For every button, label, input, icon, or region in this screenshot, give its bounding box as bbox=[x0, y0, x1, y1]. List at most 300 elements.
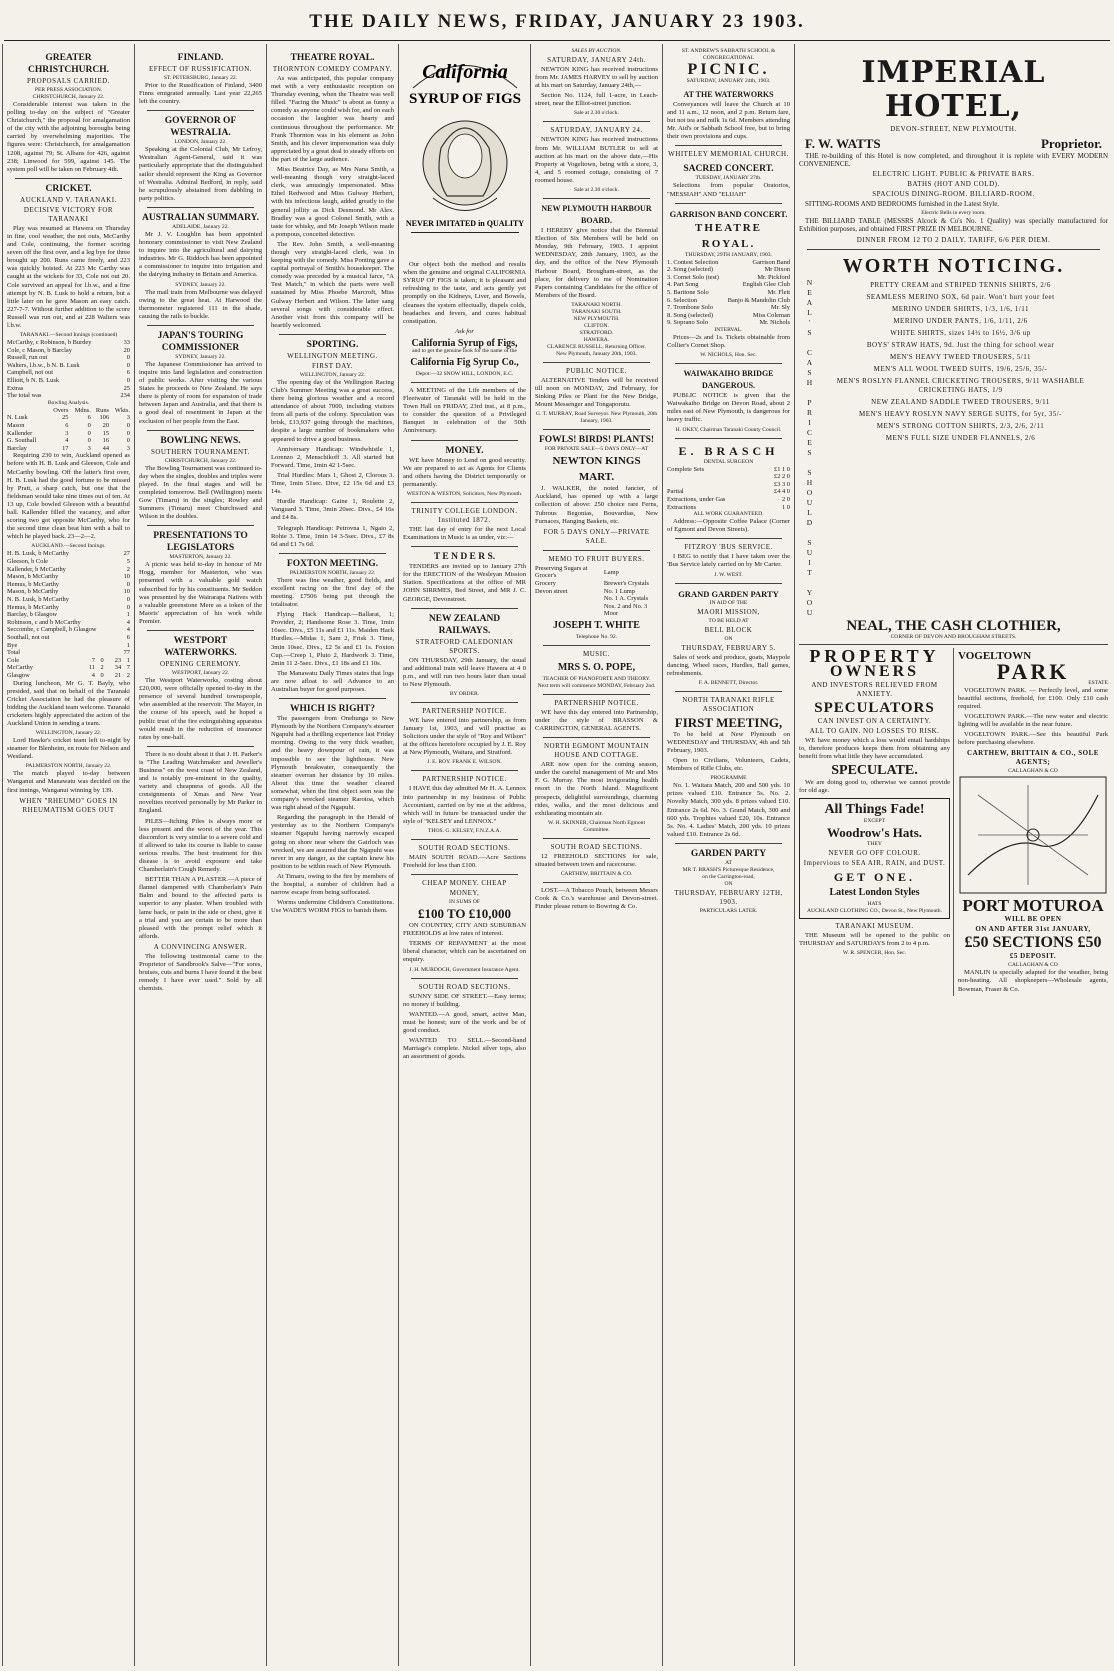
headline-fowls: FOWLS! BIRDS! PLANTS! bbox=[538, 435, 655, 446]
dateline: WELLINGTON, January 22. bbox=[35, 730, 102, 737]
notice-text: PARTICULARS LATER. bbox=[699, 907, 758, 914]
divider bbox=[675, 583, 782, 584]
notice-signature: BY ORDER. bbox=[449, 690, 480, 697]
headline-presentations: PRESENTATIONS TO LEGISLATORS bbox=[153, 531, 248, 554]
article-text: Flying Hack Handicap.—Ballarat, 1; Provider, 2; Handsome Rose 3. Time, 1min 16sec. Divs., £5 11s and £1 11s. Maiden Hack Hurdles.—Midas 1, Sam 2, Frisk 3. Time, 3min 10sec. Divs., £2 5s and £1 1s. Foxton Cup.—Creep 1, Pluto 2, Hardwork 3. Time, 2min 11 2-5sec. Divs., £1 18s and £1 10s. bbox=[271, 611, 394, 667]
table-row: Campbell, not out 6 bbox=[7, 369, 130, 377]
divider bbox=[147, 525, 254, 526]
notice-heading: PARTNERSHIP NOTICE. bbox=[422, 706, 507, 715]
headline-foxton: FOXTON MEETING. bbox=[286, 558, 379, 569]
dateline: WESTPORT, January 22. bbox=[171, 670, 230, 677]
table-row: Hemus, b McCarthy 0 bbox=[7, 580, 130, 588]
table-row: G. Southall 4 0 16 0 bbox=[7, 437, 130, 445]
teacher-name: MRS S. O. POPE, bbox=[557, 661, 636, 673]
list-item: MEN'S HEAVY TWEED TROUSERS, 5/11 bbox=[889, 352, 1031, 361]
notice-text: LOST.—A Tobacco Pouch, between Messrs Cook & Co.'s warehouse and Devon-street. Finder please return to Bowring & Co. bbox=[535, 887, 658, 911]
notice-text: I HEREBY give notice that the Biennial Election of Six Members will be held on Monday, 9th February, 1903. I appoint WEDNESDAY, 28th January, 1903, as the day, and the office of the New Plymouth Harbour Board, Brougham-street, as the place, for delivery to me of Nomination Papers containing Candidates for the office of Members of the Board. bbox=[535, 227, 658, 299]
notice-heading: ST. ANDREW'S SABBATH SCHOOL & CONGREGATIONAL bbox=[681, 48, 776, 61]
headline-westport: WESTPORT WATERWORKS. bbox=[164, 636, 237, 659]
notice-text: ON THURSDAY, 29th January, the usual and additional train will leave Hawera at 4 0 p.m., and will run two hours later than usual to New Plymouth. bbox=[403, 656, 526, 688]
ad-text: and to get the genuine look for the name of the bbox=[412, 348, 517, 354]
divider bbox=[543, 694, 650, 695]
interval-label: INTERVAL. bbox=[714, 327, 743, 333]
advertisement-text: PILES—Itching Piles is always more or less present and the worst of the year. This discomfort is very similar to a severe cold and if allowed to take its course is liable to cause serious results. The best treatment for this disease is to avoid exposure and take Chamberlain's Cough Remedy. bbox=[139, 817, 262, 874]
bowling-table bbox=[7, 407, 130, 453]
notice-text: TENDERS are invited up to January 27th for the ERECTION of the Wesleyan Mission Station. Specifications at the office of MR JOHN SIRRMES, Bed Street, and MR J. C. GEORGE, Devonstreet. bbox=[403, 563, 526, 603]
owners-title: OWNERS bbox=[829, 662, 920, 680]
notice-text: on the Carrington-road, bbox=[702, 873, 755, 880]
divider bbox=[411, 839, 518, 840]
notice-signature: THOS. G. KELSEY, F.N.Z.A.A. bbox=[428, 827, 501, 834]
sections-price: £50 SECTIONS £50 bbox=[964, 934, 1102, 952]
list-item: NEW ZEALAND SADDLE TWEED TROUSERS, 9/11 bbox=[871, 397, 1050, 406]
notice-signature: W. H. SKINNER, Chairman North Egmont Committee. bbox=[547, 819, 646, 833]
table-row-total: Total 77 bbox=[7, 649, 130, 657]
ad-company-name: California Fig Syrup Co., bbox=[410, 357, 519, 368]
neal-name: NEAL, THE CASH CLOTHIER, bbox=[846, 617, 1061, 634]
ad-text: Ask for bbox=[455, 327, 474, 335]
table-row: 9. Soprano Solo Mr. Nichols bbox=[667, 319, 790, 327]
divider bbox=[543, 882, 650, 883]
hotel-text: Electric Bells in every room. bbox=[921, 210, 986, 217]
table-row: Barclay 17 3 44 3 bbox=[7, 444, 130, 452]
dateline: PALMERSTON NORTH, January 22. bbox=[25, 763, 112, 770]
notice-heading: FITZROY 'BUS SERVICE. bbox=[684, 543, 773, 552]
notice-heading: MONEY, bbox=[449, 889, 480, 898]
notice-text: Sale at 2.30 o'clock. bbox=[574, 187, 619, 194]
subhead: DECISIVE VICTORY FOR TARANAKI bbox=[23, 205, 114, 223]
notice-text: ALTERNATIVE Tenders will be received till noon on MONDAY, 2nd February, for Sinking Piles or Plant for the New Bridge, Mount Messenger and Tongaporutu. bbox=[535, 376, 658, 409]
divider bbox=[411, 874, 518, 875]
subhead: EFFECT OF RUSSIFICATION. bbox=[148, 65, 253, 73]
rheumo-ad: WHEN "RHEUMO" GOES IN RHEUMATISM GOES OUT bbox=[19, 796, 118, 814]
price-items bbox=[813, 278, 1108, 618]
notice-signature: H. OKEY, Chairman Taranaki County Council. bbox=[675, 426, 782, 433]
notice-heading: FOR 5 DAYS ONLY—PRIVATE SALE. bbox=[543, 527, 650, 545]
ad-brand: Woodrow's Hats. bbox=[826, 825, 923, 841]
divider bbox=[543, 550, 650, 551]
table-row: Mason, b McCarthy 10 bbox=[7, 573, 130, 581]
notice-text: Open to Civilians, Volunteers, Cadets, Members of Rifle Clubs, etc. bbox=[667, 757, 790, 773]
list-item: MERINO UNDER SHIRTS, 1/3, 1/6, 1/11 bbox=[892, 304, 1029, 313]
list-item: PRETTY CREAM and STRIPED TENNIS SHIRTS, 2/6 bbox=[870, 280, 1051, 289]
notice-signature: G. T. MURRAY, Road Surveyor. New Plymouth, 20th January, 1903. bbox=[535, 411, 658, 425]
notice-text: AT bbox=[725, 859, 732, 866]
divider bbox=[411, 382, 518, 383]
table-row: Robinson, c and b McCarthy 4 bbox=[7, 618, 130, 626]
picnic-date: SATURDAY, JANUARY 24th, 1903. bbox=[686, 78, 771, 84]
concert-date: TUESDAY, JANUARY 27th. bbox=[695, 175, 762, 182]
column-4 bbox=[398, 44, 530, 1666]
headline-westralia: GOVERNOR OF WESTRALIA. bbox=[164, 116, 237, 139]
notice-heading: MEMO TO FRUIT BUYERS. bbox=[548, 554, 645, 563]
notice-signature: J. W. WEST. bbox=[714, 571, 743, 578]
notice-signature: WESTON & WESTON, Solicitors, New Plymouth. bbox=[406, 490, 523, 497]
divider bbox=[675, 438, 782, 439]
notice-text: MAIN SOUTH ROAD.—Acre Sections Freehold for less than £100. bbox=[403, 853, 526, 869]
headline-which-is-right: WHICH IS RIGHT? bbox=[290, 704, 375, 715]
notice-subheading: TARANAKI SOUTH. bbox=[571, 308, 622, 315]
article-text: Speaking at the Colonial Club, Mr Lefroy, Westralian Agent-General, said it was particularly appropriate that the distinguished sailor should represent the King as Governor of Westralia. Admiral Bedford, in reply, said he scrupulously abstained from dabbling in party politics. bbox=[139, 146, 262, 202]
divider bbox=[147, 325, 254, 326]
ad-text: AND INVESTORS RELIEVED FROM ANXIETY. bbox=[811, 680, 938, 698]
dateline: LONDON, January 22. bbox=[174, 139, 227, 146]
dateline: WELLINGTON, January 22. bbox=[299, 371, 366, 378]
headline-first-meeting: FIRST MEETING, bbox=[674, 714, 783, 730]
notice-text: WANTED.—A good, smart, active Man, must be honest; sure of the work and be of good conduct. bbox=[403, 1010, 526, 1034]
article-text: A picnic was held to-day in honour of Mr Hogg, member for Masterton, who was presented with a valuable gold watch subscribed for by his constituents. Mr Seddon was presented by the Wairarapa Natives with a valuable greenstone Mere as a token of the Maoris' appreciation of his work while Premier. bbox=[139, 561, 262, 625]
table-row: Glasgow 4 0 21 2 bbox=[7, 671, 130, 679]
headline-garden-party-2: GARDEN PARTY bbox=[690, 848, 767, 859]
notice-text: WE have entered into partnership, as from January 1st, 1903, and will practise as Solicitors under the style of "Roy and Wilson" at the offices heretofore occupied by J. E. Roy at New Plymouth, Waitara, and Stratford. bbox=[403, 716, 526, 757]
article-text: The Japanese Commissioner has arrived to inquire into land legislation and construction of public works. After visiting the various States he proceeds to New Zealand. He says there is plenty of room for expansion of trade between Japan and Australia, and that there is a good deal of resentment in Japan at the exclusion of her people from the East. bbox=[139, 360, 262, 425]
notice-text: MR T. BRASH'S Picturesque Residence, bbox=[682, 866, 775, 873]
article-text: At Timaru, owing to the fire by members of the hospital, a number of children had a narrow escape from being suffocated. bbox=[271, 872, 394, 897]
subhead: STRATFORD CALEDONIAN SPORTS. bbox=[415, 637, 514, 655]
notice-signature: J. E. ROY. FRANK E. WILSON. bbox=[427, 759, 502, 766]
notice-subheading: NEW PLYMOUTH. bbox=[573, 315, 620, 322]
divider bbox=[675, 691, 782, 692]
notice-text: TEACHER OF PIANOFORTE AND THEORY. bbox=[542, 675, 651, 682]
article-text: Anniversary Handicap: Windwhistle 1, Lorenzo 2, Menschikoff 3. All started but Forward. Time, 1min 42 1-5sec. bbox=[271, 445, 394, 469]
article-text: Considerable interest was taken in the polling to-day on the subject of "Greater Christchurch," the proposal for amalgamation of the city with the adjoining boroughs being carried by overwhelming majorities. The figures were: Christchurch, for amalgamation 1208, against 79; St. Albans for 426, against 238; Linwood for 599, against 145. The system poll will be taken on February 4th. bbox=[7, 101, 130, 173]
face-icon bbox=[448, 134, 482, 178]
headline-garden-party: GRAND GARDEN PARTY bbox=[678, 588, 779, 599]
memo-table bbox=[535, 565, 658, 618]
notice-text: Sales of work and produce, goats, Maypole dancing, Wheel races, Hurdles, Ball games, refreshments. bbox=[667, 653, 790, 677]
notice-text: WE have this day entered into Partnership, under the style of BRASSON & CARRINGTON, GENERAL AGENTS. bbox=[535, 708, 658, 733]
headline-australian-summary: AUSTRALIAN SUMMARY. bbox=[141, 212, 260, 223]
notice-subheading: STRATFORD. bbox=[579, 329, 614, 336]
newton-kings-mart: NEWTON KINGS MART. bbox=[552, 455, 641, 484]
moturoa-map bbox=[958, 775, 1108, 895]
ad-text: VOGELTOWN PARK.—See this beautiful Park before purchasing elsewhere. bbox=[958, 731, 1108, 747]
notice-heading: MAORI MISSION, bbox=[697, 607, 760, 616]
column-3 bbox=[266, 44, 398, 1666]
advertisement-text: There is no doubt about it that J. H. Parker's is "The Leading Watchmaker and Jeweller's Business" on the west coast of New Zealand, and is notably pre-eminent in the quality, variety and cheapness of goods. All the consignments of Xmas and New Year novelties received personally by Mr Parker in England. bbox=[139, 750, 262, 815]
ad-text: EXCEPT bbox=[863, 818, 886, 825]
lower-ads bbox=[799, 645, 1108, 996]
subhead: THORNTON COMEDY COMPANY. bbox=[272, 65, 393, 73]
ad-text: VOGELTOWN PARK.—The new water and electric lighting will be available in the near future. bbox=[958, 712, 1108, 728]
merchant-name: JOSEPH T. WHITE bbox=[553, 619, 640, 631]
notice-heading: PUBLIC NOTICE. bbox=[565, 366, 628, 375]
agents-label: CALLAGHAN & CO bbox=[1008, 768, 1058, 775]
list-item: MEN'S ALL WOOL TWEED SUITS, 19/6, 25/6, 35/- bbox=[873, 364, 1048, 373]
woodrows-hats-ad bbox=[799, 798, 950, 919]
divider bbox=[543, 737, 650, 738]
divider bbox=[675, 363, 782, 364]
bowling-title: Bowling Analysis. bbox=[47, 399, 90, 406]
concert-date: THURSDAY, 29TH JANUARY, 1903. bbox=[685, 251, 772, 258]
divider bbox=[411, 608, 518, 609]
divider bbox=[675, 538, 782, 539]
notice-text: THE last day of entry for the next Local Examinations in Music is as under, viz:— bbox=[403, 525, 526, 542]
article-text: The Rev. John Smith, a well-meaning though very straight-laced clerk, was in keeping with the comedy. Miss Ponting gave a capital portrayal of Smith's housekeeper. The comedy was preceded by a musical farce, "A Test Match," in which the parts were well sustained by Miss Phoebe Marcroft, Miss Gulway Herbert and Wilson. The latter sang several songs with considerable effect. Another visit from this company will be heartily welcomed. bbox=[271, 240, 395, 329]
divider bbox=[411, 978, 518, 979]
bowling-table bbox=[7, 657, 130, 680]
headline-sacred-concert: SACRED CONCERT. bbox=[683, 164, 774, 175]
table-row: Kallender, b McCarthy 2 bbox=[7, 565, 130, 573]
divider bbox=[675, 843, 782, 844]
column-6 bbox=[662, 44, 794, 1666]
syrup-bottom-text: NEVER IMITATED in QUALITY bbox=[405, 219, 525, 228]
table-row: 3. Cornet Solo (test) Mr. Pickford bbox=[667, 273, 790, 281]
notice-text: Selections from popular Oratorios, "MESSIAH" AND "ELIJAH" bbox=[667, 182, 790, 198]
table-row: Devon street No. 1 Lump bbox=[535, 587, 635, 595]
headline-harbour-board: NEW PLYMOUTH HARBOUR BOARD. bbox=[541, 204, 652, 226]
hotel-text: THE re-building of this Hotel is now completed, and throughout it is replete with EVERY MODERN CONVENIENCE. bbox=[799, 152, 1108, 169]
article-text: Prior to the Russification of Finland, 3400 Finns emigrated annually. Last year 22,265 left the country. bbox=[139, 82, 262, 106]
ad-text: WE have money which a loss would entail hardships to, therefore produces keeps them from obtaining any benefit from what little they have accumulated. bbox=[799, 736, 950, 760]
divider bbox=[675, 145, 782, 146]
notice-heading: MUSIC. bbox=[583, 649, 610, 658]
divider bbox=[147, 746, 254, 747]
hotel-owner: F. W. WATTS bbox=[805, 136, 881, 151]
headline-garrison-band: GARRISON BAND CONCERT. bbox=[669, 208, 788, 219]
headline-cricket: CRICKET. bbox=[45, 183, 92, 194]
picnic-title: PICNIC. bbox=[687, 61, 770, 78]
list-item: MEN'S ROSLYN FLANNEL CRICKETING TROUSERS, 9/11 WASHABLE CRICKETING HATS, 1/9 bbox=[836, 376, 1085, 394]
ad-text: ON AND AFTER 31st JANUARY, bbox=[975, 925, 1091, 934]
ad-product-name: California Syrup of Figs, bbox=[411, 337, 518, 349]
notice-signature: J. H. MURDOCH, Government Insurance Agent. bbox=[409, 966, 520, 973]
notice-text: NEWTON KING has received instructions from Mr. JAMES HARVEY to sell by auction at his mart on Saturday, January 24th,— bbox=[535, 66, 658, 90]
notice-text: WANTED TO SELL.—Second-hand Marriage's complete. Nickel silver tops, also an assortment of goods. bbox=[403, 1037, 526, 1061]
divider bbox=[543, 645, 650, 646]
programme-table bbox=[667, 259, 790, 327]
hotel-amenities: ELECTRIC LIGHT. PUBLIC & PRIVATE BARS. bbox=[872, 170, 1035, 179]
table-row: 4. Part Song English Glee Club bbox=[667, 281, 790, 289]
syrup-of-figs-ad bbox=[403, 48, 526, 348]
divider bbox=[543, 121, 650, 122]
notice-heading: NORTH EGMONT MOUNTAIN HOUSE AND COTTAGE. bbox=[543, 742, 650, 760]
divider bbox=[279, 553, 386, 554]
dentist-name: E. BRASCH bbox=[678, 443, 779, 458]
ad-text: Impervious to SEA AIR, RAIN, and DUST. bbox=[803, 859, 946, 868]
article-text: The opening day of the Wellington Racing Club's Summer Meeting was a great success, there being glorious weather and a record attendance of about 7000, including visitors from all parts of the colony. Speculation was brisk, £13,937 going through the machines, despite a large number of bookmakers who appeared to drive a good business. bbox=[271, 378, 394, 443]
dateline: PALMERSTON NORTH, January 22. bbox=[289, 569, 376, 576]
hats-label: HATS bbox=[867, 901, 882, 908]
article-text: The passengers from Onehunga to New Plymouth by the Northern Company's steamer Ngapuhi had a thrilling experience last Friday morning. Owing to the very thick weather, and the heavy downpour of rain, it was impossible to see the lighthouse. New Plymouth breakwater, consequently the steamer overran her distance by 10 miles. About this time the weather cleared somewhat, when the first object seen was the company's wrecked steamer Rarotoa, which was right ahead of the Ngapuhi. bbox=[271, 715, 394, 812]
table-row: Russell, run out 0 bbox=[7, 354, 130, 362]
advertisement-text: BETTER THAN A PLASTER.—A piece of flannel dampened with Chamberlain's Pain Balm and bound to the affected parts is superior to any plaster. When troubled with lame back, or pain in the side or chest, give it a trial and you are certain to be more than pleased with the prompt relief which it affords. bbox=[139, 876, 262, 940]
divider bbox=[543, 429, 650, 430]
section-label: SALES BY AUCTION. bbox=[571, 48, 622, 54]
headline-tenders: T E N D E R S. bbox=[433, 552, 496, 563]
list-item: MEN'S FULL SIZE UNDER FLANNELS, 2/6 bbox=[885, 433, 1036, 442]
masthead-rule bbox=[4, 40, 1110, 41]
notice-heading: SOUTH ROAD SECTIONS. bbox=[550, 842, 643, 851]
neal-address: CORNER OF DEVON AND BROUGHAM STREETS. bbox=[890, 633, 1017, 640]
notice-text: ON bbox=[724, 880, 733, 887]
table-row: 7. Trombone Solo Mr. Sly bbox=[667, 304, 790, 312]
article-text: The match played to-day between Wanganui and Manawatu was decided on the first innings, Wanganui winning by 139. bbox=[7, 770, 130, 794]
notice-text: TO BE HELD AT bbox=[708, 617, 749, 624]
latest-styles: Latest London Styles bbox=[829, 887, 920, 899]
notice-signature: CARTHEW, BRITTAIN & CO. bbox=[560, 871, 633, 877]
table-header: Overs Mdns. Runs Wkts. bbox=[53, 406, 130, 414]
notice-text: Sale at 2.30 o'clock. bbox=[574, 110, 619, 117]
article-text: The Westport Waterworks, costing about £20,000, were officially opened to-day in the presence of several hundred townspeople, who assembled at the reservoir. The Mayor, in the course of his speech, said he hoped a public trust of the fire extinguishing apparatus would result in the reduction of insurance rates by one-half. bbox=[139, 677, 262, 741]
table-row: Preserving Sugars at Grocer's Lamp bbox=[535, 564, 619, 580]
ad-address: Depot:—32 SNOW HILL, LONDON, E.C. bbox=[415, 371, 514, 377]
loan-amount: £100 TO £10,000 bbox=[417, 906, 512, 922]
divider bbox=[543, 198, 650, 199]
table-row: 5. Baritone Solo Mr. Flett bbox=[667, 289, 790, 297]
table-row: Mason 6 0 20 0 bbox=[7, 422, 130, 429]
headline-finland: FINLAND. bbox=[177, 53, 224, 63]
notice-signature: F. A. BENNETT, Director. bbox=[698, 679, 759, 686]
article-text: Trial Hurdles: Mars 1, Ghost 2, Clorous 3. Time, 1min 51sec. Dive, £2 15s 6d and £3 14s. bbox=[271, 471, 394, 496]
notice-text: TERMS OF REPAYMENT at the most liberal character, which can be ascertained on enquiry. bbox=[403, 940, 526, 964]
divider bbox=[543, 838, 650, 839]
divider bbox=[411, 770, 518, 771]
headline-greater-christchurch: GREATER CHRISTCHURCH. bbox=[27, 53, 110, 75]
dateline: SYDNEY, January 22. bbox=[175, 353, 226, 360]
ad-text: NEVER GO OFF COLOUR. bbox=[828, 849, 921, 858]
notice-date: New Plymouth, January 20th, 1903. bbox=[556, 350, 637, 357]
notice-text: ON bbox=[724, 635, 733, 642]
list-item: MEN'S HEAVY ROSLYN NAVY SERGE SUITS, for 5yr, 35/- bbox=[858, 409, 1062, 418]
dateline: MASTERTON, January 22. bbox=[169, 554, 232, 561]
table-row: Complete Sets £1 1 0 bbox=[667, 465, 790, 473]
table-row: Mason, b McCarthy 10 bbox=[7, 588, 130, 596]
press-association: PER PRESS ASSOCIATION. bbox=[34, 87, 103, 93]
deposit-label: £5 DEPOSIT. bbox=[1009, 952, 1057, 961]
syrup-mid-text: SYRUP OF FIGS bbox=[409, 91, 521, 107]
subhead: OPENING CEREMONY. bbox=[159, 660, 242, 669]
notice-text: To be held at New Plymouth on WEDNESDAY and THURSDAY, 4th and 5th February, 1903. bbox=[667, 730, 790, 754]
table-row: 6. Selection Banjo & Mandolin Club bbox=[667, 296, 790, 304]
notice-heading: SATURDAY, JANUARY 24. bbox=[550, 126, 643, 135]
article-text: Regarding the paragraph in the Herald of yesterday as to the Northern Company's steamer Ngapuhi having narrowly escaped going on shore near where the Gairloch was wrecked, we are assured that the Ngapuhi was never in any danger, as the captain knew his position to be within reach of New Plymouth. bbox=[271, 814, 394, 870]
subhead: PROPOSALS CARRIED. bbox=[27, 77, 110, 85]
headline-bowling: BOWLING NEWS. bbox=[160, 435, 241, 446]
ad-text: THEY bbox=[867, 841, 882, 848]
table-row: 2. Song (selected) Mr Dixon bbox=[667, 266, 790, 274]
divider bbox=[147, 430, 254, 431]
table-row: Nos. 2 and No. 3 Moor bbox=[603, 602, 648, 618]
notice-heading: THURSDAY, FEBRUARY 5. bbox=[681, 643, 776, 652]
ad-text: MANLIN is specially adapted for the weather, being non-heating. All shopkeepers—Wholesale agents, Bowman, Fraser & Co. bbox=[958, 969, 1108, 993]
notice-heading: IN SUMS OF bbox=[448, 899, 481, 906]
hotel-text: SITTING-ROOMS AND BEDROOMS furnished in the Latest Style. bbox=[805, 200, 1000, 209]
speculate-title: SPECULATE. bbox=[831, 762, 918, 778]
table-row: 8. Song (selected) Miss Coleman bbox=[667, 311, 790, 319]
theatre-royal-title: THEATRE ROYAL. bbox=[695, 221, 762, 250]
dental-prices-table bbox=[667, 466, 790, 512]
table-row: 1. Contest Selection Garrison Band bbox=[667, 258, 790, 266]
notice-signature: CLARENCE RUSSELL, Returning Officer. bbox=[547, 343, 646, 350]
article-text: Lord Hawke's cricket team left to-night by steamer for Blenheim, en route for Nelson and Westland. bbox=[7, 737, 130, 761]
notice-subheading: HAWERA. bbox=[583, 336, 610, 343]
table-row: H. B. Lusk, b McCarthy 27 bbox=[7, 550, 130, 558]
notice-text: NEWTON KING has received instructions from Mr. WILLIAM BUTLER to sell at auction at his mart on the above date,—His Property at Vogeltown, being with a store, 3, 4, and 5 roomed cottage, consisting of 7 roomed house. bbox=[535, 136, 658, 184]
dateline: ST. PETERSBURG, January 22. bbox=[163, 75, 238, 81]
divider bbox=[675, 203, 782, 204]
property-ad bbox=[799, 645, 954, 996]
article-text: Mr J. V. Loughlin has been appointed honorary commissioner to visit New Zealand to inquire into the agricultural and dairying industries. Mr G. Riddoch has been appointed a commissioner to inquire into irrigation and the dairying industry in Britain and America. bbox=[139, 230, 262, 279]
table-row: £3 3 0 bbox=[774, 480, 790, 488]
notice-signature: W. NICHOLS, Hon. Sec. bbox=[700, 352, 757, 359]
ad-text: ALL TO GAIN. NO LOSSES TO RISK. bbox=[809, 726, 940, 735]
notice-heading: WHITELEY MEMORIAL CHURCH. bbox=[668, 150, 789, 159]
vogeltown-title: VOGELTOWN bbox=[958, 649, 1032, 662]
divider bbox=[15, 178, 122, 179]
column-2 bbox=[134, 44, 266, 1666]
syrup-top-text: California bbox=[422, 61, 508, 83]
table-row: Grocery Brewer's Crystals bbox=[535, 579, 649, 587]
notice-text: WE have Money to Lend on good security. We are prepared to act as Agents for Clients and others having the District temporarily or permanently. bbox=[403, 456, 526, 488]
imperial-hotel-title: IMPERIAL HOTEL, bbox=[861, 55, 1046, 124]
ad-heading: A CONVINCING ANSWER. bbox=[153, 942, 248, 951]
divider bbox=[411, 502, 518, 503]
hotel-text: THE BILLIARD TABLE (MESSRS Alcock & Co's No. 1 Quality) was specially manufactured for Exhibition purposes, and obtained FIRST PRIZE IN MELBOURNE. bbox=[799, 217, 1108, 234]
notice-text: Section No. 1124, full 1-acre, in Leach-street, near the Elliot-street junction. bbox=[535, 92, 658, 108]
notice-heading: THURSDAY, FEBRUARY 12TH, 1903. bbox=[674, 888, 783, 906]
headline-sporting: SPORTING. bbox=[306, 339, 359, 350]
list-item: WHITE SHIRTS, sizes 14½ to 16½, 3/6 up bbox=[890, 328, 1031, 337]
notice-heading: PARTNERSHIP NOTICE. bbox=[554, 698, 639, 707]
notice-heading: TRINITY COLLEGE LONDON. Instituted 1872. bbox=[411, 506, 518, 524]
list-item: MERINO UNDER PANTS, 1/6, 1/11, 2/6 bbox=[893, 316, 1028, 325]
article-text: Worms undermine Children's Constitutions. Use WADE'S WORM FIGS to banish them. bbox=[271, 899, 394, 915]
ad-rule bbox=[411, 232, 519, 233]
list-item: MEN'S STRONG COTTON SHIRTS, 2/3, 2/6, 2/11 bbox=[876, 421, 1045, 430]
notice-heading: BELL BLOCK bbox=[704, 625, 753, 634]
notice-heading: CHEAP MONEY. CHEAP bbox=[422, 879, 507, 888]
table-row: Southall, not out 6 bbox=[7, 633, 130, 641]
hotel-amenities: SPACIOUS DINING-ROOM. BILLIARD-ROOM. bbox=[872, 190, 1035, 199]
notice-text: A MEETING of the Life members of the Fleetwater of Taranaki will be held in the Town Hall on FRIDAY, 23rd inst., at 8 p.m., to consider the question of a Privileged Banquet in celebration of the 50th Anniversary. bbox=[403, 387, 526, 435]
get-one: GET ONE. bbox=[833, 870, 916, 885]
moturoa-title: PORT MOTUROA bbox=[962, 896, 1104, 916]
column-advertisements bbox=[794, 44, 1112, 1666]
hotel-owner-row bbox=[805, 136, 1102, 151]
agents-label: CARTHEW, BRITTAIN & CO., SOLE AGENTS; bbox=[967, 749, 1099, 767]
divider bbox=[279, 698, 386, 699]
table-row: Hemus, b McCarthy 0 bbox=[7, 603, 130, 611]
hotel-proprietor-label: Proprietor. bbox=[1040, 136, 1102, 151]
list-item: SEAMLESS MERINO SOX, 6d pair. Won't hurt your feet bbox=[866, 292, 1055, 301]
vogeltown-ad bbox=[954, 648, 1108, 996]
notice-text: ARE now open for the coming season, under the careful management of Mr and Mrs F. G. Murray. The most invigorating health resort in the North Island. Magnificent prospects, delightful surroundings, charming rides, walks, and the most delicious and exhilarating mountain air. bbox=[535, 761, 658, 817]
scorecard-title: TARANAKI.—Second Innings (continued) bbox=[19, 332, 118, 339]
scorecard-table bbox=[7, 550, 130, 656]
subhead: SOUTHERN TOURNAMENT. bbox=[150, 447, 251, 456]
ad-text: VOGELTOWN PARK. — Perfectly level, and some beautiful sections, freehold, for £100. Only £10 cash required. bbox=[958, 686, 1108, 710]
dateline: CHRISTCHURCH, January 22. bbox=[32, 94, 105, 100]
advertisement-text: Our object both the method and results when the genuine and original CALIFORNIA SYRUP OF FIGS is taken; it is pleasant and refreshing to the taste, and acts gently yet promptly on the Kidneys, Liver, and Bowels, cleanses the system effectually, dispels colds, headaches and fevers, and cures habitual constipation. bbox=[403, 261, 526, 325]
divider bbox=[799, 644, 1108, 645]
table-row: Seccombe, c Campbell, b Glasgow 4 bbox=[7, 626, 130, 634]
neal-price-list bbox=[799, 278, 1108, 618]
divider bbox=[411, 440, 518, 441]
article-text: There was fine weather, good fields, and excellent racing on the first day of the meeting. £7506 being put through the totalisator. bbox=[271, 576, 394, 609]
neal-side-banner: NEAL'S CASH PRICES SHOULD SUIT YOU bbox=[805, 277, 814, 618]
notice-text: No. 1. Waitara Match, 200 and 500 yds. 10 prizes valued £10. Entrance 5s. No. 2. Novelty Match, 300 yds. 8 prizes valued £10. Entrance 2s 6d. No. 3. Grand Match, 300 and 600 yds. Trophies valued £20, 10s. Entrance 5s. No. 4. Ladies' Match, 200 yds. 10 prizes valued £10. Entrance 2s 6d. bbox=[667, 782, 790, 838]
hotel-amenities: BATHS (HOT AND COLD). bbox=[907, 180, 1000, 189]
article-text: The Bowling Tournament was continued to-day when the singles, doubles and triples were played. In the final stages and will be completed tomorrow. Bell (Wellington) meets Gow (Timaru) in the singles; Rowley and Summers (Timaru) meet Churchward and Wilson in the doubles. bbox=[139, 464, 262, 521]
notice-text: Prices—2s and 1s. Tickets obtainable from Collier's Cornet Shop. bbox=[667, 334, 790, 350]
agents-label: CALLAGHAN & CO bbox=[1008, 962, 1058, 969]
notice-text: I BEG to notify that I have taken over the 'Bus Service lately carried on by Mr Carter. bbox=[667, 553, 790, 569]
article-text: Hurdle Handicap: Gaine 1, Roulette 2, Vanguard 3. Time, 3min 20sec. Divs., £4 16s and £4 8s. bbox=[271, 498, 394, 522]
table-row: Extractions 1 0 bbox=[667, 503, 790, 511]
divider bbox=[411, 546, 518, 547]
worth-noticing-title: WORTH NOTICING. bbox=[842, 254, 1065, 277]
